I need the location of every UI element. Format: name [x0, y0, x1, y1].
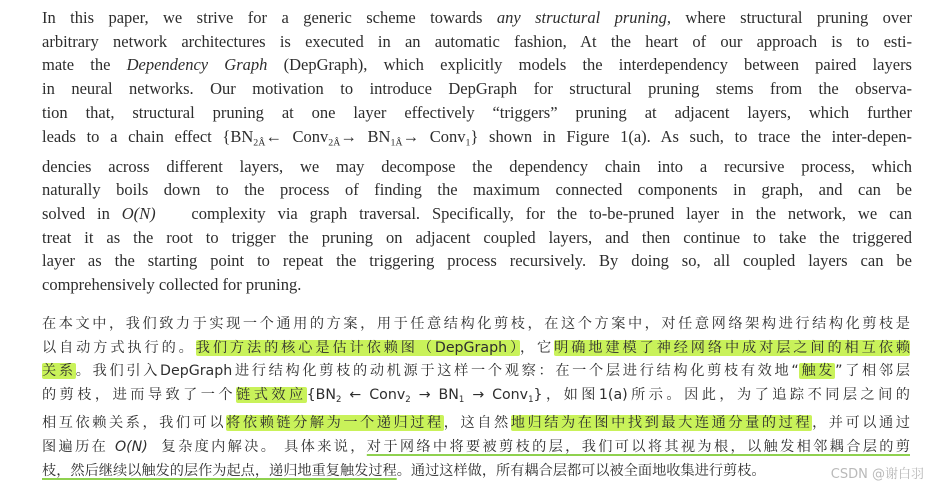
- english-line-7: dencies across different layers, we may decompose the dependency chain into a recursive process, which: [42, 156, 912, 176]
- text-run: 。我们引入DepGraph进行结构化剪枝的动机源于这样一个观察：在一个层进行结构化剪枝有效地“: [75, 363, 799, 380]
- highlighted-text: 明确地建模了神经网络中成对层之间的相互依赖: [554, 339, 910, 356]
- highlighted-text: 我们方法的核心是估计依赖图（DepGraph）: [195, 339, 520, 356]
- text-run: In this paper, we strive for a generic scheme towards: [42, 8, 497, 27]
- text-run: } shown in Figure 1(a). As such, to trace the inter-depen-: [470, 126, 912, 146]
- english-paragraph: [42, 6, 912, 297]
- chinese-line-6: [42, 436, 910, 460]
- english-line-5: tion that, structural pruning at one layer effectively “triggers” pruning at adjacent layers, which further: [42, 102, 912, 122]
- highlighted-text: 将依赖链分解为一个递归过程: [226, 415, 444, 432]
- english-line-2: arbitrary network architectures is executed in an automatic fashion, At the heart of our approach is to esti-: [42, 31, 912, 51]
- english-line-6: [42, 125, 912, 155]
- text-run: → BN: [340, 126, 391, 146]
- text-run: leads to a chain effect {BN: [42, 126, 254, 146]
- highlighted-text: 触发: [798, 363, 836, 380]
- subscript: 1: [458, 394, 465, 405]
- text-run: → Conv: [464, 386, 529, 403]
- text-run: , where structural pruning over: [666, 8, 913, 27]
- english-line-8: naturally boils down to the process of finding the maximum connected components in graph, and can be: [42, 180, 912, 200]
- underlined-text: 对于网络中将要被剪枝的层，我们可以将其视为根，以触发相邻耦合层的剪: [366, 438, 910, 455]
- italic-run: O(N): [121, 204, 156, 224]
- italic-run: O(N): [114, 438, 148, 455]
- highlighted-text: 链式效应: [236, 386, 307, 403]
- text-run: 。通过这样做，所有耦合层都可以被全面地收集进行剪枝。: [396, 462, 766, 479]
- text-run: 以自动方式执行的。: [42, 339, 196, 356]
- text-run: ，并可以通过: [812, 415, 910, 432]
- highlighted-text: 地归结为在图中找到最大连通分量的过程: [510, 415, 813, 432]
- english-line-4: in neural networks. Our motivation to introduce DepGraph for structural pruning stems from the observa-: [42, 79, 912, 99]
- italic-run: any structural pruning: [496, 8, 667, 27]
- chinese-paragraph: [42, 313, 910, 483]
- highlighted-text: 关系: [42, 363, 76, 380]
- english-line-11: layer as the starting point to repeat the triggering process recursively. By doing so, all coupled layers can be: [42, 251, 912, 271]
- subscript: 1: [465, 136, 471, 148]
- text-run: 复杂度内解决。 具体来说，: [147, 438, 367, 455]
- english-line-9: [42, 202, 912, 226]
- text-run: solved in: [42, 204, 122, 224]
- text-run: → Conv: [402, 126, 466, 146]
- text-run: ，它: [519, 339, 555, 356]
- text-run: mate the: [42, 55, 127, 75]
- csdn-watermark: CSDN @谢白羽: [830, 467, 924, 482]
- text-run: → BN: [410, 386, 459, 403]
- english-line-1: [42, 6, 912, 30]
- chinese-line-7: [42, 460, 910, 484]
- text-run: complexity via graph traversal. Specifically, for the to-be-pruned layer in the network, we can: [155, 204, 912, 224]
- subscript: 1: [528, 394, 534, 405]
- subscript: 2: [405, 394, 411, 405]
- text-run: 相互依赖关系，我们可以: [42, 415, 227, 432]
- text-run: ”了相邻层: [835, 363, 910, 380]
- subscript: 2Â: [328, 136, 341, 148]
- chinese-line-3: [42, 360, 910, 384]
- text-run: ← Conv: [341, 386, 406, 403]
- subscript: 1Â: [390, 136, 403, 148]
- subscript: 2Â: [253, 136, 266, 148]
- text-run: {BN: [306, 386, 337, 403]
- chinese-line-2: [42, 337, 910, 361]
- underlined-text: 枝，然后继续以触发的层作为起点，递归地重复触发过程: [42, 462, 397, 479]
- text-run: ，这自然: [443, 415, 511, 432]
- english-line-10: treat it as the root to trigger the pruning on adjacent coupled layers, and then continue to take the triggered: [42, 227, 912, 247]
- text-run: ← Conv: [265, 126, 329, 146]
- text-run: }，如图1(a)所示。因此，为了追踪不同层之间的: [533, 386, 910, 403]
- text-run: 图遍历在: [42, 438, 115, 455]
- text-run: 的剪枝，进而导致了一个: [42, 386, 237, 403]
- chinese-line-4: [42, 384, 910, 413]
- text-run: (DepGraph), which explicitly models the interdependency between paired layers: [267, 55, 912, 75]
- subscript: 2: [336, 394, 342, 405]
- english-line-12: comprehensively collected for pruning.: [42, 275, 302, 295]
- english-line-3: [42, 53, 912, 77]
- chinese-line-5: [42, 412, 910, 436]
- italic-run: Dependency Graph: [126, 55, 268, 75]
- chinese-line-1: 在本文中，我们致力于实现一个通用的方案，用于任意结构化剪枝，在这个方案中，对任意网络架构进行结构化剪枝是: [42, 316, 910, 332]
